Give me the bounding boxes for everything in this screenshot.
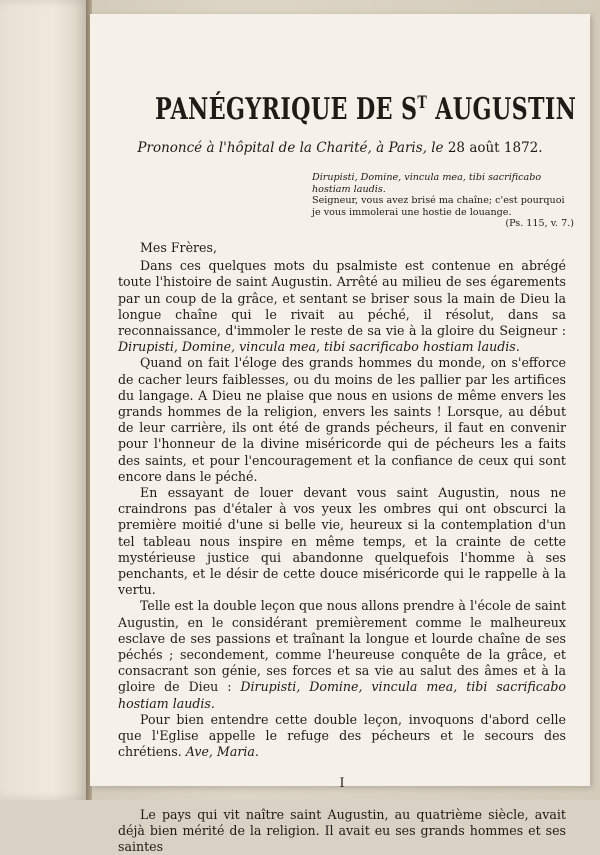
paragraph: Dans ces quelques mots du psalmiste est contenue en abrégé toute l'histoire de saint Augustin. Arrêté au milieu de ses égarements par un coup de la grâce, et sentant se briser sous la main de Dieu la longue chaîne qui le rivait au péché, il résolut, dans sa reconnaissance, d'immoler le reste de sa vie à la gloire du Seigneur : Dirupisti, Domine, vincula mea, tibi sacrificabo hostiam laudis. xyxy=(118,258,566,355)
subtitle: Prononcé à l'hôpital de la Charité, à Paris, le 28 août 1872. xyxy=(137,140,543,156)
subtitle-date: 28 août 1872. xyxy=(447,140,543,156)
epigraph xyxy=(312,172,574,230)
paragraph: Telle est la double leçon que nous allons prendre à l'école de saint Augustin, en le considérant premièrement comme le malheureux esclave de ses passions et traînant la longue et lourde chaîne de ses péchés ; secondement, comme l'heureuse conquête de la grâce, et consacrant son génie, ses forces et sa vie au salut des âmes et à la gloire de Dieu : Dirupisti, Domine, vincula mea, tibi sacrificabo hostiam laudis. xyxy=(118,598,566,711)
section-number: I xyxy=(339,774,345,790)
paragraph: Le pays qui vit naître saint Augustin, au quatrième siècle, avait déjà bien mérité de la religion. Il avait eu ses grands hommes et ses saintes xyxy=(118,806,566,855)
sermon-body xyxy=(118,240,566,855)
paragraph: En essayant de louer devant vous saint Augustin, nous ne craindrons pas d'étaler à vos yeux les ombres qui ont obscurci la première moitié d'une si belle vie, heureux si la contemplation d'un tel tableau nous inspire en même temps, et la crainte de cette mystérieuse justice qui abandonne quelquefois l'homme à ses penchants, et le désir de cette douce miséricorde qui le rappelle à la vertu. xyxy=(118,485,566,598)
epigraph-french: Seigneur, vous avez brisé ma chaîne; c'est pourquoi je vous immolerai une hostie de louange. (Ps. 115, v. 7.) xyxy=(312,195,574,229)
salutation: Mes Frères, xyxy=(140,240,217,255)
epigraph-reference: (Ps. 115, v. 7.) xyxy=(505,218,574,229)
paragraph: Pour bien entendre cette double leçon, invoquons d'abord celle que l'Eglise appelle le refuge des pécheurs et le secours des chrétiens. Ave, Maria. xyxy=(118,711,566,760)
epigraph-latin: Dirupisti, Domine, vincula mea, tibi sacrificabo hostiam laudis. xyxy=(312,172,542,195)
book-page xyxy=(90,14,590,855)
page-title: PANÉGYRIQUE DE $S^T$ AUGUSTIN xyxy=(155,92,577,127)
previous-page-edge xyxy=(0,0,88,800)
paragraph: Quand on fait l'éloge des grands hommes du monde, on s'efforce de cacher leurs faiblesses, ou du moins de les pallier par les artifices du langage. A Dieu ne plaise que nous en usions de même envers les grands hommes de la religion, envers les saints ! Lorsque, au début de leur carrière, ils ont été de grands pécheurs, il faut en convenir pour l'honneur de la divine miséricorde qui de pécheurs les a faits des saints, et pour l'encouragement et la confiance de ceux qui sont encore dans le péché. xyxy=(118,355,566,484)
